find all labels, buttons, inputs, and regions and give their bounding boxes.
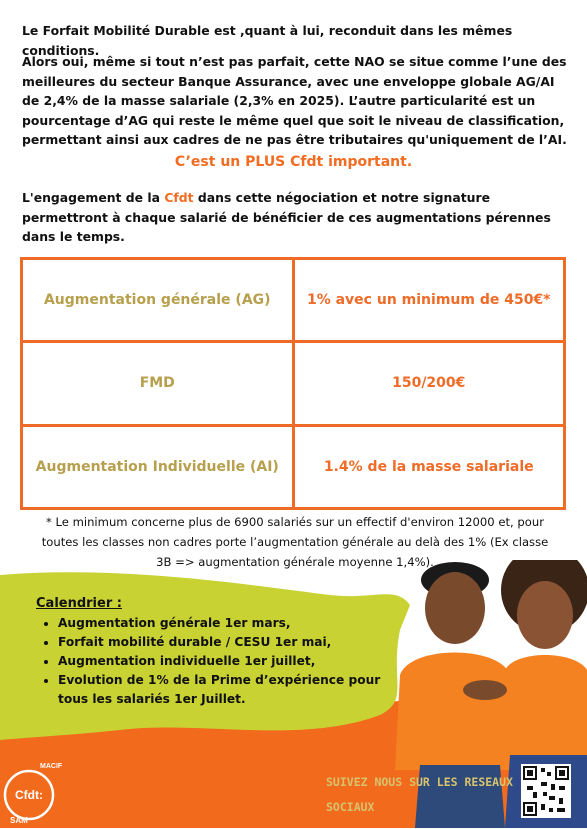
forfait-paragraph: Le Forfait Mobilité Durable est ,quant à lui, reconduit dans les mêmes conditions. (22, 23, 513, 58)
qr-code[interactable] (521, 764, 571, 818)
table-row (22, 259, 565, 342)
cfdt-word: Cfdt (164, 190, 194, 205)
row-label: Augmentation générale (AG) (22, 259, 294, 342)
cfdt-logo (2, 757, 62, 825)
logo-main-text: Cfdt: (15, 788, 43, 802)
raises-table (20, 257, 566, 510)
calendar-item: • Forfait mobilité durable / CESU 1er mai, (58, 633, 396, 652)
footnote-line: toutes les classes non cadres porte l’augmentation générale au delà des 1% (Ex classe (41, 535, 549, 549)
qr-code-graphic (521, 764, 571, 818)
social-line: SUIVEZ NOUS SUR LES RESEAUX (326, 775, 513, 789)
cfdt-logo-graphic (2, 757, 62, 825)
row-value: 1% avec un minimum de 450€* (293, 259, 565, 342)
row-label: FMD (22, 342, 294, 425)
logo-top-text: MACIF (40, 763, 62, 770)
engagement-text-end: dans cette négociation et notre signature permettront à chaque salarié de bénéficier de ces augmentations pérennes dans le temps. (22, 190, 551, 244)
table-row (22, 425, 565, 508)
calendar-item: • Augmentation individuelle 1er juillet, (58, 652, 396, 671)
calendar-item: • Augmentation générale 1er mars, (58, 614, 396, 633)
calendar-item: • Evolution de 1% de la Prime d’expérience pour tous les salariés 1er Juillet. (58, 671, 396, 709)
calendar-list (36, 614, 396, 709)
nao-paragraph: Alors oui, même si tout n’est pas parfait, cette NAO se situe comme l’une des meilleures du secteur Banque Assurance, avec une enveloppe globale AG/AI de 2,4% de la masse salariale (2,3% en 2025). L’autre particularité est un pourcentage d’AG qui reste le même quel que soit le niveau de classification, permettant ainsi aux cadres de ne pas être tributaires qu'uniquement de l’AI. (22, 54, 567, 147)
table-row (22, 342, 565, 425)
logo-bottom-text: SAM (10, 816, 28, 825)
row-value: 150/200€ (293, 342, 565, 425)
cfdt-highlight: C’est un PLUS Cfdt important. (174, 154, 413, 170)
footnote-line: * Le minimum concerne plus de 6900 salariés sur un effectif d'environ 12000 et, pour (46, 515, 544, 529)
calendar (36, 596, 396, 709)
engagement-text-start: L'engagement de la (22, 190, 165, 205)
social-callout (326, 770, 516, 820)
social-line: SOCIAUX (326, 800, 375, 814)
engagement-paragraph (22, 188, 567, 247)
footnote-line: 3B => augmentation générale moyenne 1,4%). (156, 555, 434, 569)
calendar-title: Calendrier : (36, 596, 122, 611)
handshake (463, 680, 507, 700)
row-value: 1.4% de la masse salariale (293, 425, 565, 508)
row-label: Augmentation Individuelle (AI) (22, 425, 294, 508)
